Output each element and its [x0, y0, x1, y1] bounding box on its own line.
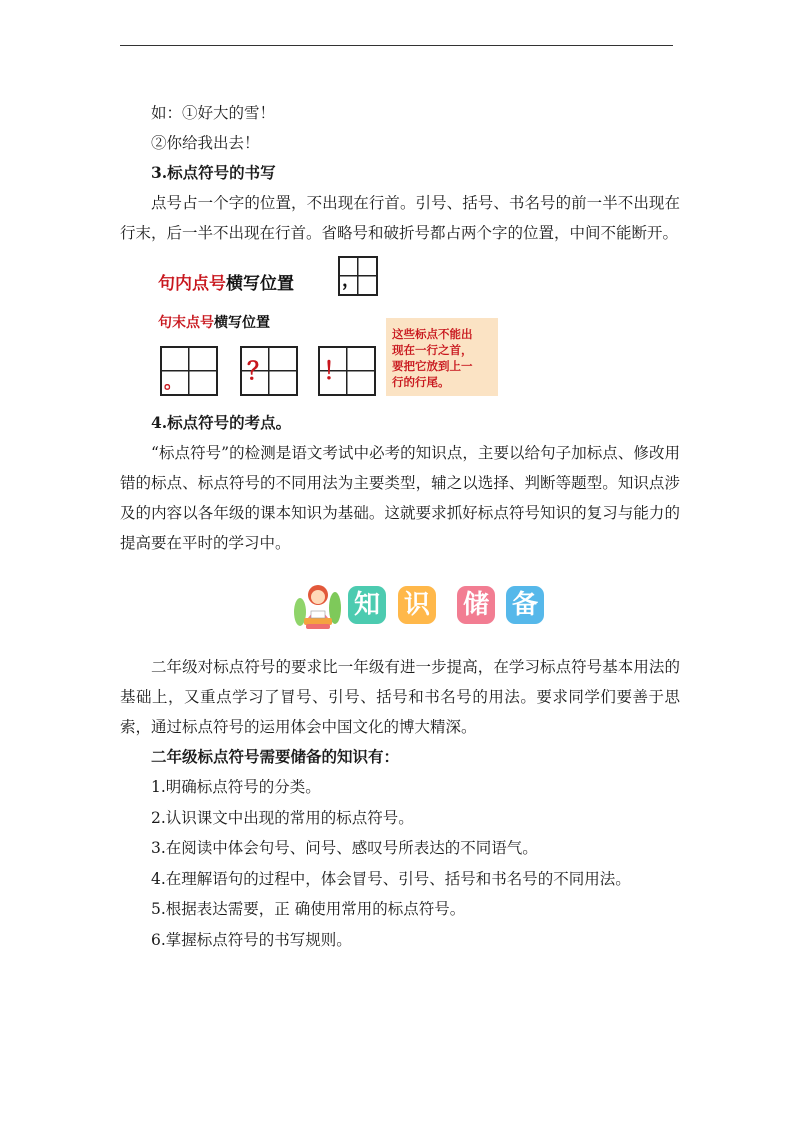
note-box	[386, 318, 498, 396]
section-4-heading: 4.标点符号的考点。	[151, 413, 292, 432]
inline-punct-title-red: 句内点号	[158, 274, 226, 294]
comma-mark: ，	[342, 270, 360, 291]
section-3-heading: 3.标点符号的书写	[151, 163, 276, 182]
knowledge-list-heading: 二年级标点符号需要储备的知识有：	[151, 747, 400, 766]
punctuation-writing-figure	[158, 256, 518, 408]
knowledge-intro: 二年级对标点符号的要求比一年级有进一步提高，在学习标点符号基本用法的基础上，又重点学习了冒号、引号、括号和书名号的用法。要求同学们要善于思索，通过标点符号的运用体会中国文化的博大精深。	[120, 658, 680, 736]
grid-box-exclaim	[318, 346, 376, 396]
note-line: 现在一行之首，	[392, 343, 473, 357]
banner-tile-zhi: 知	[348, 586, 386, 624]
banner-tile-chu: 储	[457, 586, 495, 624]
page-content	[120, 98, 680, 955]
list-item: 2.认识课文中出现的常用的标点符号。	[151, 808, 414, 827]
end-punct-title-red: 句末点号	[158, 315, 214, 331]
list-item: 5.根据表达需要，正 确使用常用的标点符号。	[151, 900, 466, 918]
grid-box-comma	[338, 256, 378, 296]
question-mark: ？	[247, 357, 271, 385]
list-item: 4.在理解语句的过程中，体会冒号、引号、括号和书名号的不同用法。	[151, 869, 631, 888]
reading-girl-icon	[290, 578, 344, 632]
knowledge-banner	[120, 578, 680, 638]
banner-tile-shi: 识	[398, 586, 436, 624]
list-item: 6.掌握标点符号的书写规则。	[151, 930, 352, 949]
section-3-paragraph: 点号占一个字的位置，不出现在行首。引号、括号、书名号的前一半不出现在行末，后一半不出现在行首。省略号和破折号都占两个字的位置，中间不能断开。	[120, 194, 680, 242]
inline-punct-title	[158, 269, 294, 294]
banner-tile-bei: 备	[506, 586, 544, 624]
example-line-1: 如：①好大的雪！	[151, 104, 276, 122]
grid-box-question	[240, 346, 298, 396]
period-mark: 。	[164, 372, 182, 393]
exclaim-mark: ！	[323, 357, 347, 385]
example-line-2: ②你给我出去！	[151, 134, 260, 152]
inline-punct-title-black: 横写位置	[226, 274, 294, 294]
section-4-paragraph: “标点符号”的检测是语文考试中必考的知识点，主要以给句子加标点、修改用错的标点、标点符号的不同用法为主要类型，辅之以选择、判断等题型。知识点涉及的内容以各年级的课本知识为基础。这就要求抓好标点符号知识的复习与能力的提高要在平时的学习中。	[120, 444, 680, 552]
header-rule	[120, 45, 673, 46]
note-line: 行的行尾。	[392, 375, 450, 389]
note-line: 这些标点不能出	[392, 327, 473, 341]
list-item: 1.明确标点符号的分类。	[151, 778, 321, 796]
list-item: 3.在阅读中体会句号、问号、感叹号所表达的不同语气。	[151, 839, 538, 857]
end-punct-title	[158, 312, 270, 332]
note-line: 要把它放到上一	[392, 359, 473, 373]
grid-box-period	[160, 346, 218, 396]
end-punct-title-black: 横写位置	[214, 315, 270, 331]
